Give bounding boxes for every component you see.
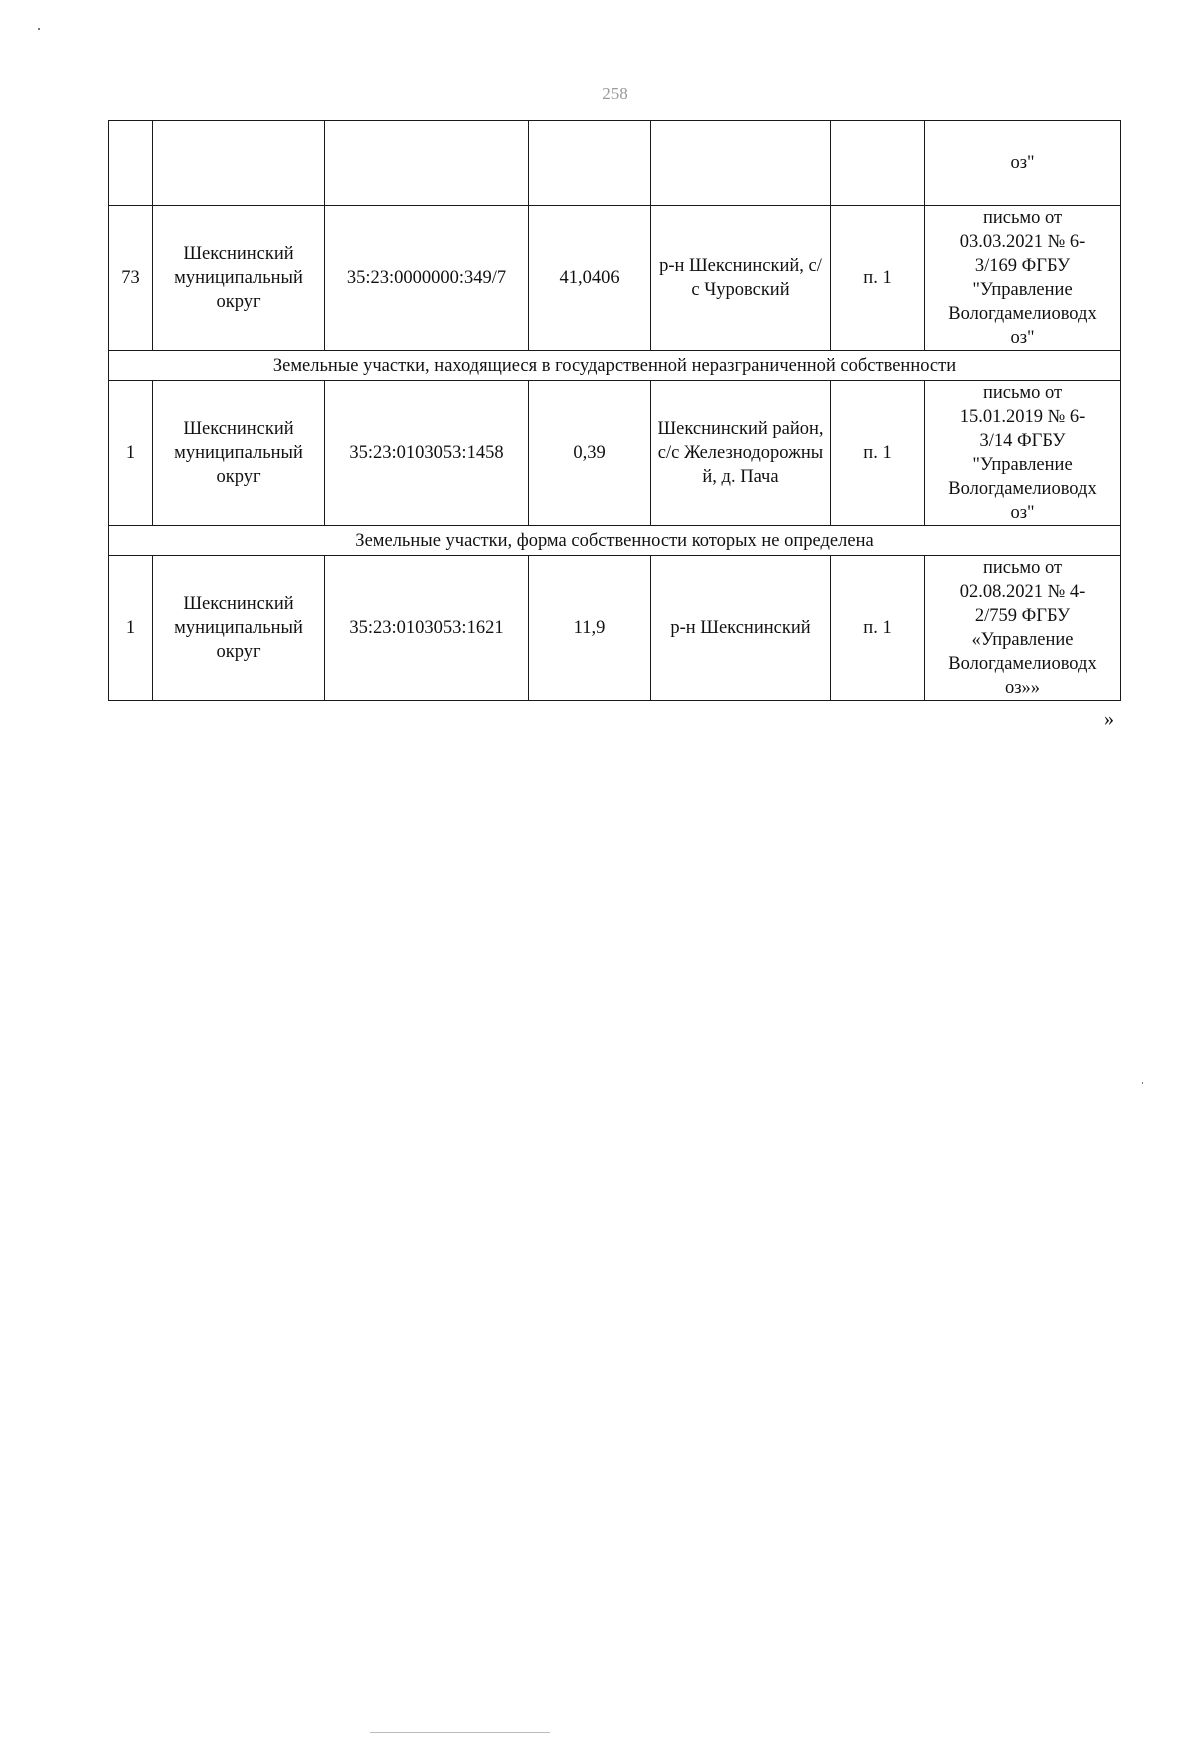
note-line: Вологдамелиоводх xyxy=(948,479,1097,499)
note-line: 3/14 ФГБУ xyxy=(979,431,1066,451)
cell-area xyxy=(529,121,651,206)
note-line: 03.03.2021 № 6- xyxy=(959,232,1086,252)
note-line: "Управление xyxy=(972,280,1073,300)
cell-basis-document xyxy=(925,381,1121,526)
table-row xyxy=(109,121,1121,206)
land-plots-table xyxy=(108,120,1121,701)
closing-quote-mark: » xyxy=(1104,708,1114,730)
cell-clause: п. 1 xyxy=(831,206,925,351)
cell-location: р-н Шекснинский xyxy=(651,556,831,701)
cell-cadastral-number xyxy=(325,121,529,206)
note-line: оз" xyxy=(1010,153,1035,173)
cell-location: р-н Шекснинский, с/с Чуровский xyxy=(651,206,831,351)
section-row xyxy=(109,526,1121,556)
cell-number: 73 xyxy=(109,206,153,351)
note-line: «Управление xyxy=(971,630,1074,650)
note-line: 15.01.2019 № 6- xyxy=(959,407,1086,427)
scan-speck xyxy=(38,28,40,30)
note-line: 3/169 ФГБУ xyxy=(974,256,1071,276)
cell-clause: п. 1 xyxy=(831,556,925,701)
page-number: 258 xyxy=(602,84,628,103)
cell-number xyxy=(109,121,153,206)
note-line: письмо от xyxy=(982,383,1063,403)
note-line: Вологдамелиоводх xyxy=(948,654,1097,674)
note-line: письмо от xyxy=(982,208,1063,228)
section-title: Земельные участки, находящиеся в государственной неразграниченной собственности xyxy=(109,351,1121,381)
cell-basis-document xyxy=(925,206,1121,351)
cell-cadastral-number: 35:23:0103053:1458 xyxy=(325,381,529,526)
cell-basis-document xyxy=(925,121,1121,206)
cell-area: 41,0406 xyxy=(529,206,651,351)
table-row xyxy=(109,381,1121,526)
cell-area: 11,9 xyxy=(529,556,651,701)
cell-municipality: Шекснинский муниципальный округ xyxy=(153,556,325,701)
section-row xyxy=(109,351,1121,381)
cell-basis-document xyxy=(925,556,1121,701)
cell-location xyxy=(651,121,831,206)
note-line: Вологдамелиоводх xyxy=(948,304,1097,324)
note-line: оз»» xyxy=(1004,678,1041,698)
cell-municipality: Шекснинский муниципальный округ xyxy=(153,206,325,351)
cell-area: 0,39 xyxy=(529,381,651,526)
note-line: оз" xyxy=(1010,503,1035,523)
section-title: Земельные участки, форма собственности которых не определена xyxy=(109,526,1121,556)
cell-number: 1 xyxy=(109,381,153,526)
note-line: 02.08.2021 № 4- xyxy=(959,582,1086,602)
cell-municipality: Шекснинский муниципальный округ xyxy=(153,381,325,526)
note-line: "Управление xyxy=(972,455,1073,475)
cell-clause: п. 1 xyxy=(831,381,925,526)
table-row xyxy=(109,206,1121,351)
cell-cadastral-number: 35:23:0103053:1621 xyxy=(325,556,529,701)
cell-municipality xyxy=(153,121,325,206)
table-row xyxy=(109,556,1121,701)
note-line: письмо от xyxy=(982,558,1063,578)
cell-location: Шекснинский район, с/с Железнодорожны й, д. Пача xyxy=(651,381,831,526)
cell-number: 1 xyxy=(109,556,153,701)
note-line: 2/759 ФГБУ xyxy=(974,606,1071,626)
note-line: оз" xyxy=(1010,328,1035,348)
cell-clause xyxy=(831,121,925,206)
scan-edge-mark xyxy=(370,1732,550,1733)
cell-cadastral-number: 35:23:0000000:349/7 xyxy=(325,206,529,351)
scan-speck xyxy=(1142,1082,1143,1084)
